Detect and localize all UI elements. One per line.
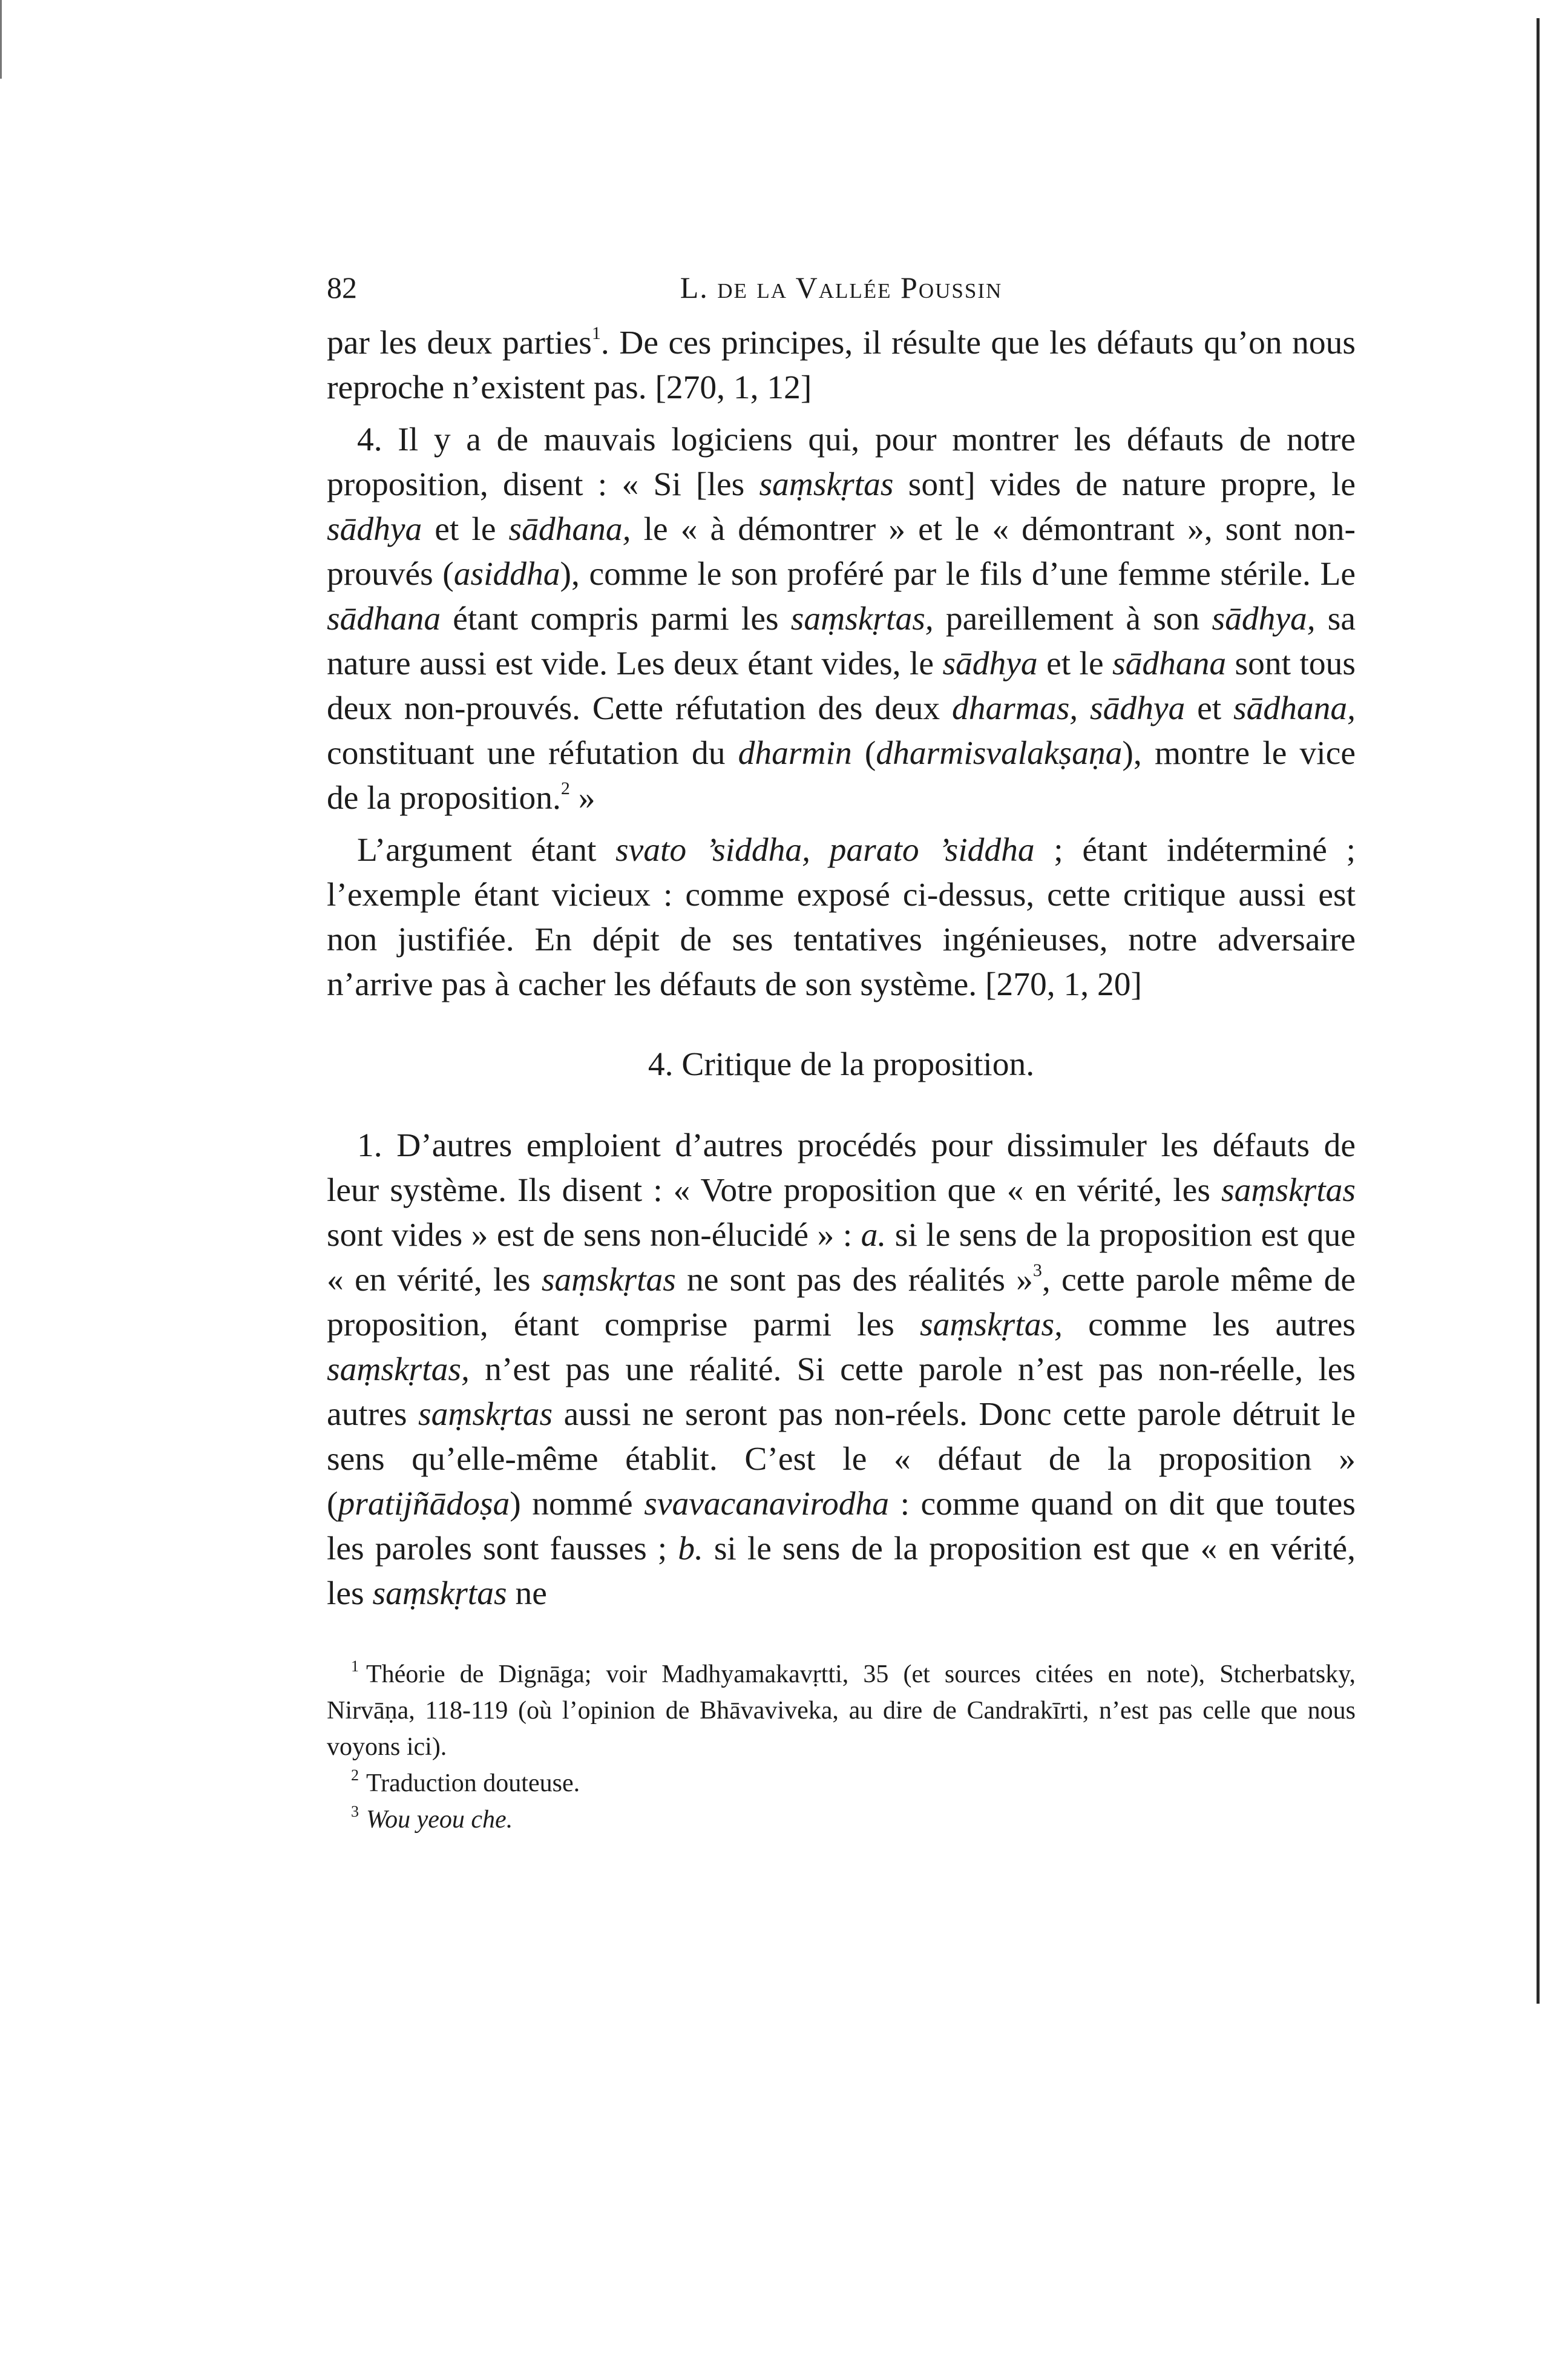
text-run: ; étant indéterminé ; l’exemple étant vicieux : comme exposé ci-dessus, cette critique aussi est non justifiée. En dépit de ses tentatives ingénieuses, notre adversaire n’arrive pas à cacher les défauts de son système. [270, 1, 20] [327,832,1356,1003]
italic-term: sādhya [942,645,1038,682]
footnote [327,1801,1356,1838]
italic-term: sādhya, [1212,600,1316,637]
text-run: comme les autres [1062,1306,1356,1343]
document-page [327,254,1356,1838]
running-title: L. de la Vallée Poussin [680,271,1003,304]
text-run: ) nommé [510,1485,645,1522]
italic-term: sādhya [327,511,422,548]
text-run: » [569,780,595,817]
footnote-mark: 2 [351,1766,359,1784]
italic-term: sādhana, [1233,690,1356,727]
footnote-mark: 1 [351,1657,359,1675]
paragraph [327,418,1356,821]
text-run: et [1185,690,1234,727]
section-body [327,1124,1356,1616]
text-run: étant compris parmi les [441,600,791,637]
text-run: et le [1037,645,1113,682]
text-run: aussi ne seront pas non-réels. Donc cette parole détruit le sens qu’elle-même établit. C’est le « défaut de la proposition » ( [327,1396,1356,1522]
text-run: sont tous deux non-prouvés. Cette réfutation des deux [327,645,1356,727]
page-edge-right [1537,18,1540,2004]
italic-term: saṃskṛtas, [790,600,934,637]
text-run: . De ces principes, il résulte que les défauts qu’on nous reproche n’existent pas. [270, 1, 12] [327,324,1356,406]
italic-term: saṃskṛtas [1221,1172,1356,1209]
italic-term: sādhana [1112,645,1227,682]
text-run: pareillement à son [933,600,1212,637]
italic-term: pratijñādoṣa [338,1485,510,1522]
paragraph [327,321,1356,410]
text-run: Traduction douteuse. [366,1769,580,1797]
text-run: constituant une réfutation du [327,735,738,772]
footnote-mark: 3 [351,1803,359,1820]
paragraph [327,828,1356,1007]
italic-term: asiddha [453,556,560,593]
text-run: par les deux parties [327,324,592,361]
footnotes [327,1656,1356,1838]
italic-term: dharmisvalakṣaṇa [876,735,1123,772]
text-run: ( [851,735,876,772]
text-run: L’argument étant [357,832,616,869]
italic-term: a. [861,1217,887,1254]
page-edge-left [0,0,2,79]
text-run: 1. D’autres emploient d’autres procédés pour dissimuler les défauts de leur système. Ils disent : « Votre proposition que « en vérité, les [327,1127,1356,1209]
footnote [327,1656,1356,1765]
text-run: ), montre le vice de la proposition. [327,735,1356,817]
footnote-ref: 2 [560,778,570,798]
text-run: et le [422,511,509,548]
italic-term: saṃskṛtas, [327,1351,470,1388]
italic-term: saṃskṛtas [541,1262,676,1298]
italic-term: svato ’siddha, parato ’siddha [615,832,1035,869]
text-run: ne sont pas des réalités » [675,1262,1033,1298]
italic-term: sādhana, [508,511,631,548]
text-run: ne [507,1575,547,1612]
text-run: si le sens de la proposition est que « en vérité, les [327,1217,1356,1298]
italic-term: b. [678,1530,703,1567]
text-run: : comme quand on dit que toutes les paroles sont fausses ; [327,1485,1356,1567]
italic-term: sādhana [327,600,441,637]
italic-term: saṃskṛtas [418,1396,553,1433]
italic-term: dharmas, sādhya [952,690,1186,727]
italic-term: saṃskṛtas [372,1575,507,1612]
text-run: , cette parole même de proposition, étant comprise parmi les [327,1262,1356,1343]
section-title: 4. Critique de la proposition. [648,1046,1035,1083]
footnote-ref: 1 [591,323,601,343]
text-run: ), comme le son proféré par le fils d’une femme stérile. Le [560,556,1356,593]
page-number: 82 [327,271,357,304]
running-header [327,254,1356,321]
italic-term: saṃskṛtas, [920,1306,1063,1343]
text-run: Théorie de Dignāga; voir Madhyamakavṛtti, 35 (et sources citées en note), Stcherbatsky, Nirvāṇa, 118-119 (où l’opinion de Bhāvaviveka, au dire de Candrakīrti, n’est pas celle que nous voyons ici). [327,1660,1356,1761]
text-run: 4. Il y a de mauvais logiciens qui, pour montrer les défauts de notre proposition, disent : « Si [les [327,421,1356,503]
body-text [327,321,1356,1007]
paragraph [327,1124,1356,1616]
text-run: sa nature aussi est vide. Les deux étant vides, le [327,600,1356,682]
text-run: n’est pas une réalité. Si cette parole n’est pas non-réelle, les autres [327,1351,1356,1433]
footnote-ref: 3 [1032,1260,1042,1280]
text-run: sont vides » est de sens non-élucidé » : [327,1217,861,1254]
italic-term: saṃskṛtas [759,466,894,503]
italic-term: svavacanavirodha [644,1485,890,1522]
text-run: sont] vides de nature propre, le [893,466,1356,503]
italic-term: Wou yeou che. [366,1806,513,1834]
text-run: le « à démontrer » et le « démontrant », sont non-prouvés ( [327,511,1356,593]
italic-term: dharmin [738,735,852,772]
text-run: si le sens de la proposition est que « en vérité, les [327,1530,1356,1612]
footnote [327,1765,1356,1801]
